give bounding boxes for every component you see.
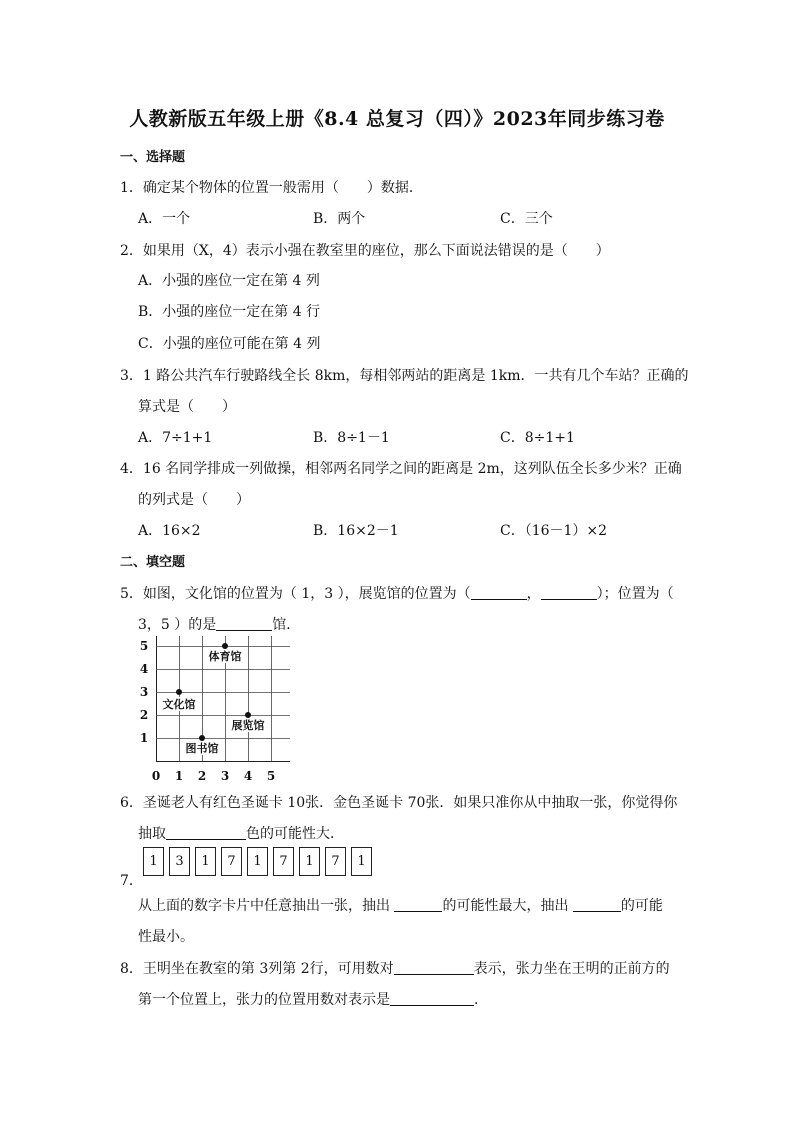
q6-blank-color[interactable] <box>166 824 246 840</box>
section-fill-heading: 二、填空题 <box>120 555 186 570</box>
q2-option-b: B．小强的座位一定在第 4 行 <box>138 304 321 320</box>
x-tick-label: 3 <box>220 769 230 783</box>
q1-option-b: B．两个 <box>313 211 366 227</box>
q5-blank-x[interactable] <box>471 584 527 600</box>
q7-text-1: 从上面的数字卡片中任意抽出一张，抽出 <box>138 898 390 914</box>
q4-stem-line1: 4．16 名同学排成一列做操，相邻两名同学之间的距离是 2m，这列队伍全长多少米？正确 <box>120 461 682 477</box>
x-tick-label: 0 <box>151 769 161 783</box>
x-tick-label: 1 <box>174 769 184 783</box>
q5-stem-line1 <box>120 583 674 603</box>
q1-option-a: A．一个 <box>138 211 191 227</box>
y-tick-label: 1 <box>139 731 149 745</box>
q8-blank-zhangli[interactable] <box>390 990 474 1006</box>
y-tick-label: 3 <box>139 685 149 699</box>
q5-stem-line2 <box>138 614 300 634</box>
q7-text-3: 的可能 <box>620 898 663 914</box>
place-label: 图书馆 <box>185 742 219 755</box>
q5-text-1: 5．如图，文化馆的位置为（ 1，3 ），展览馆的位置为（ <box>120 586 471 602</box>
q5-blank-y[interactable] <box>541 584 597 600</box>
q8-stem-line2 <box>138 989 488 1009</box>
x-tick-label: 4 <box>243 769 253 783</box>
q6-stem-line1: 6．圣诞老人有红色圣诞卡 10张．金色圣诞卡 70张．如果只准你从中抽取一张，你觉得你 <box>120 795 678 811</box>
q7-blank-least[interactable] <box>573 896 621 912</box>
q6-text-1: 抽取 <box>138 826 166 842</box>
q6-text-2: 色的可能性大． <box>246 826 344 842</box>
number-card: 1 <box>351 847 372 876</box>
y-tick-label: 4 <box>139 662 149 676</box>
q5-text-4: 3，5 ）的是 <box>138 617 217 633</box>
q5-text-3: ）；位置为（ <box>596 586 674 602</box>
number-card: 1 <box>143 847 164 876</box>
q5-text-5: 馆． <box>272 617 301 633</box>
place-dot <box>222 643 228 649</box>
q8-text-3: 第一个位置上，张力的位置用数对表示是 <box>138 992 390 1008</box>
number-card: 7 <box>273 847 294 876</box>
number-card: 1 <box>247 847 268 876</box>
q2-option-c: C．小强的座位可能在第 4 列 <box>138 336 321 352</box>
q7-text-2: 的可能性最大，抽出 <box>442 898 569 914</box>
q3-option-b: B．8÷1－1 <box>313 430 390 446</box>
place-label: 展览馆 <box>231 719 265 732</box>
number-card: 1 <box>195 847 216 876</box>
location-grid-figure <box>130 636 290 786</box>
q7-number: 7． <box>120 873 143 889</box>
q4-option-a: A．16×2 <box>138 523 201 539</box>
q3-stem-line2: 算式是（ ） <box>138 399 236 415</box>
q3-option-c: C．8÷1+1 <box>500 430 575 446</box>
q7-stem-line1 <box>138 895 663 915</box>
q4-option-c: C．（16－1）×2 <box>500 523 608 539</box>
number-card: 1 <box>299 847 320 876</box>
q8-text-2: 表示，张力坐在王明的正前方的 <box>473 961 670 977</box>
q8-blank-wangming[interactable] <box>394 959 474 975</box>
q4-stem-line2: 的列式是（ ） <box>138 492 250 508</box>
q2-option-a: A．小强的座位一定在第 4 列 <box>138 273 320 289</box>
q6-stem-line2 <box>138 823 344 843</box>
page-title: 人教新版五年级上册《8.4 总复习（四）》2023年同步练习卷 <box>129 108 665 130</box>
q5-text-2: ， <box>526 586 541 602</box>
number-card-row <box>143 847 372 876</box>
section-choice-heading: 一、选择题 <box>120 150 186 165</box>
q3-stem-line1: 3．1 路公共汽车行驶路线全长 8km，每相邻两站的距离是 1km．一共有几个车站？正确的 <box>120 368 689 384</box>
place-dot <box>245 712 251 718</box>
number-card: 3 <box>169 847 190 876</box>
q8-stem-line1 <box>120 958 670 978</box>
q7-blank-most[interactable] <box>394 896 442 912</box>
q8-text-1: 8．王明坐在教室的第 3列第 2行，可用数对 <box>120 961 394 977</box>
q1-stem: 1．确定某个物体的位置一般需用（ ）数据． <box>120 180 423 196</box>
number-card: 7 <box>325 847 346 876</box>
place-label: 文化馆 <box>162 698 196 711</box>
q1-option-c: C．三个 <box>500 211 553 227</box>
q2-stem: 2．如果用（X，4）表示小强在教室里的座位，那么下面说法错误的是（ ） <box>120 243 610 259</box>
x-tick-label: 5 <box>266 769 276 783</box>
q3-option-a: A．7÷1+1 <box>138 430 213 446</box>
y-tick-label: 2 <box>139 708 149 722</box>
place-label: 体育馆 <box>208 650 242 663</box>
place-dot <box>176 689 182 695</box>
place-dot <box>199 735 205 741</box>
number-card: 7 <box>221 847 242 876</box>
q5-blank-place[interactable] <box>216 615 272 631</box>
x-tick-label: 2 <box>197 769 207 783</box>
y-tick-label: 5 <box>139 639 149 653</box>
q8-text-4: ． <box>474 992 488 1008</box>
q7-stem-line2: 性最小。 <box>138 929 194 945</box>
q4-option-b: B．16×2－1 <box>313 523 399 539</box>
